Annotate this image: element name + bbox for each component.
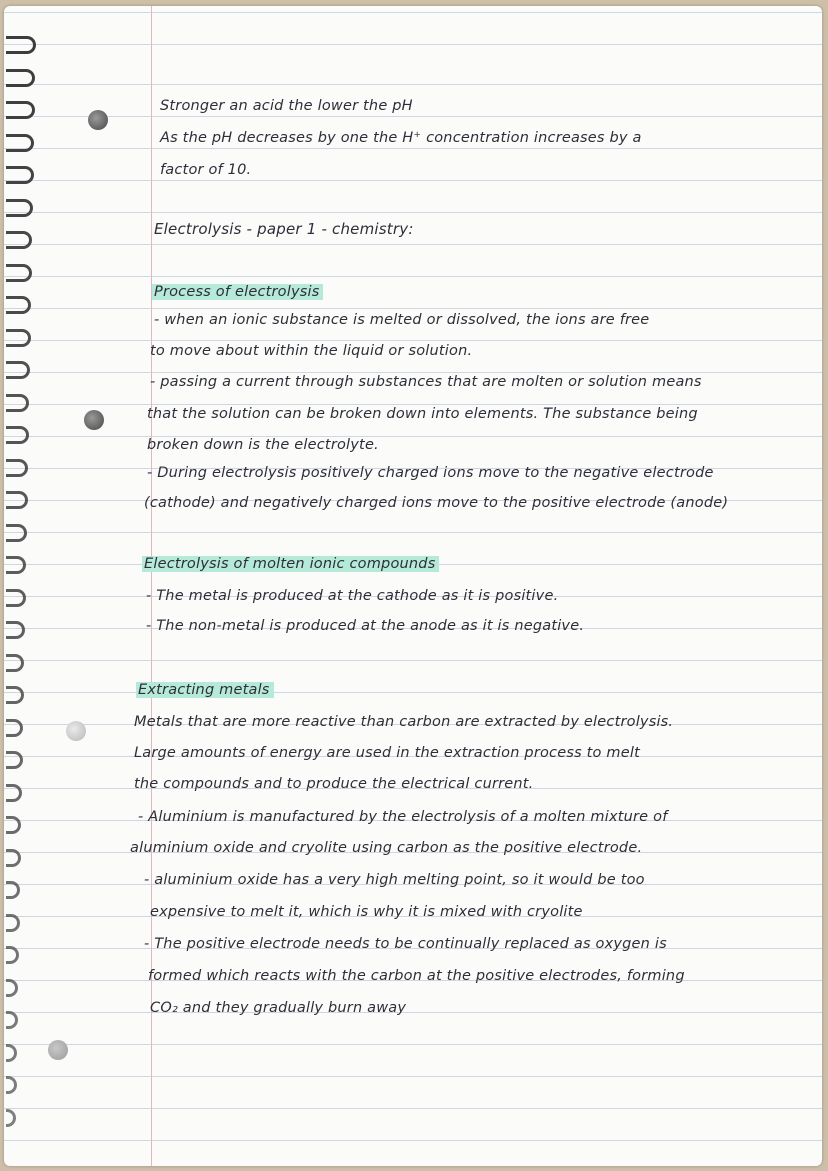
note-line: - when an ionic substance is melted or dissolved, the ions are free [154,312,650,328]
section-heading-text: Electrolysis of molten ionic compounds [142,556,439,572]
note-line: - aluminium oxide has a very high melting point, so it would be too [144,872,645,888]
section-heading-text: Extracting metals [136,682,274,698]
note-line: - passing a current through substances that are molten or solution means [150,374,702,390]
note-line: aluminium oxide and cryolite using carbon as the positive electrode. [130,840,643,856]
note-line: expensive to melt it, which is why it is mixed with cryolite [150,904,583,920]
note-line: Metals that are more reactive than carbon are extracted by electrolysis. [134,714,674,730]
subject-title: Electrolysis - paper 1 - chemistry: [154,220,414,238]
intro-line: factor of 10. [160,162,252,178]
handwritten-notes [4,6,822,1166]
note-line: - Aluminium is manufactured by the electrolysis of a molten mixture of [138,809,668,825]
note-line: CO₂ and they gradually burn away [150,1000,407,1016]
note-line: broken down is the electrolyte. [147,437,379,453]
section-heading [152,284,323,300]
section-heading [136,682,274,698]
note-line: (cathode) and negatively charged ions move to the positive electrode (anode) [144,495,729,511]
intro-line: As the pH decreases by one the H⁺ concentration increases by a [160,130,642,146]
notebook-page [4,6,822,1166]
note-line: - The positive electrode needs to be continually replaced as oxygen is [144,936,667,952]
intro-line: Stronger an acid the lower the pH [160,98,413,114]
note-line: Large amounts of energy are used in the extraction process to melt [134,745,640,761]
section-heading [142,556,439,572]
note-line: that the solution can be broken down into elements. The substance being [147,406,698,422]
section-heading-text: Process of electrolysis [152,284,323,300]
note-line: the compounds and to produce the electrical current. [134,776,534,792]
note-line: - The metal is produced at the cathode as it is positive. [146,588,559,604]
note-line: to move about within the liquid or solution. [150,343,473,359]
note-line: - The non-metal is produced at the anode as it is negative. [146,618,585,634]
note-line: formed which reacts with the carbon at the positive electrodes, forming [148,968,685,984]
note-line: - During electrolysis positively charged ions move to the negative electrode [147,465,714,481]
